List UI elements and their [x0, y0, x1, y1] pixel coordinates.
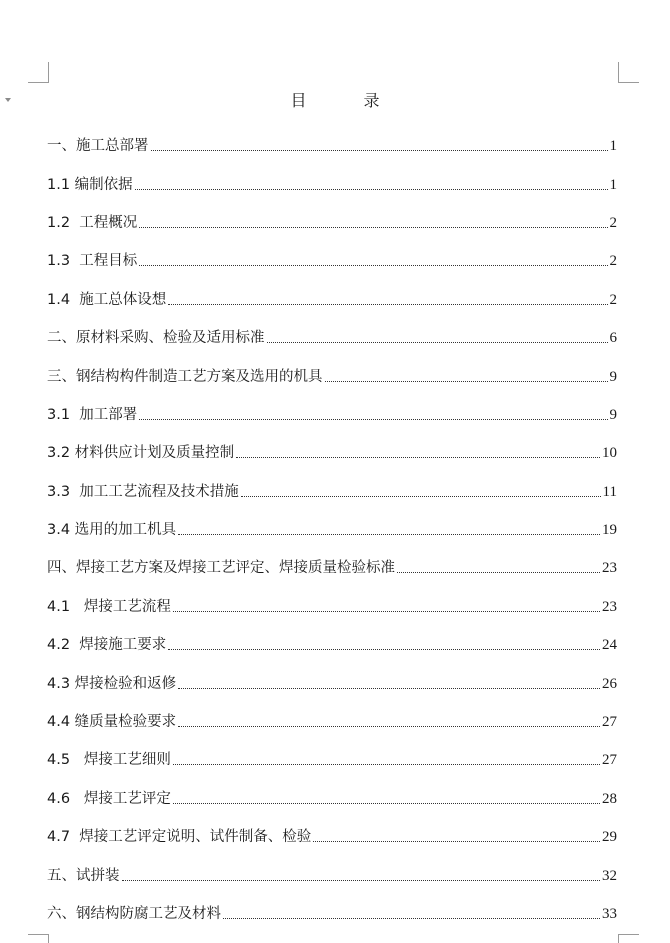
toc-entry-label[interactable]: 4.6 焊接工艺评定 — [47, 790, 171, 807]
toc-entry-page-number[interactable]: 2 — [609, 291, 617, 308]
toc-entry-page-number[interactable]: 23 — [602, 598, 617, 615]
toc-entry-label[interactable]: 五、试拼装 — [47, 867, 120, 884]
toc-entry-page-number[interactable]: 10 — [602, 445, 617, 462]
toc-dot-leader — [313, 840, 600, 842]
toc-entry-label[interactable]: 3.4 选用的加工机具 — [47, 522, 177, 539]
toc-entry-page-number[interactable]: 6 — [609, 330, 617, 347]
toc-entry-label[interactable]: 3.1 加工部署 — [47, 406, 138, 423]
toc-entry-page-number[interactable]: 2 — [609, 253, 617, 270]
toc-entry[interactable] — [47, 434, 617, 472]
toc-entry[interactable] — [47, 165, 617, 203]
toc-entry-label[interactable]: 三、钢结构构件制造工艺方案及选用的机具 — [47, 368, 323, 385]
toc-entry-page-number[interactable]: 19 — [602, 522, 617, 539]
toc-entry-label[interactable]: 四、焊接工艺方案及焊接工艺评定、焊接质量检验标准 — [47, 560, 395, 577]
toc-entry[interactable] — [47, 357, 617, 395]
toc-entry-label[interactable]: 4.1 焊接工艺流程 — [47, 598, 171, 615]
toc-entry[interactable] — [47, 319, 617, 357]
toc-dot-leader — [178, 533, 600, 535]
toc-entry-label[interactable]: 4.5 焊接工艺细则 — [47, 752, 171, 769]
toc-dot-leader — [168, 303, 607, 305]
toc-dot-leader — [173, 763, 600, 765]
page-corner-top-right — [618, 62, 639, 83]
toc-entry-page-number[interactable]: 1 — [609, 138, 617, 155]
toc-entry-label[interactable]: 3.3 加工工艺流程及技术措施 — [47, 483, 239, 500]
toc-entry[interactable] — [47, 127, 617, 165]
toc-entry[interactable] — [47, 204, 617, 242]
toc-dot-leader — [223, 917, 600, 919]
toc-title: 目 录 — [290, 91, 406, 110]
table-of-contents — [47, 127, 617, 933]
toc-dot-leader — [122, 879, 601, 881]
toc-entry-label[interactable]: 1.2 工程概况 — [47, 214, 138, 231]
toc-entry[interactable] — [47, 818, 617, 856]
toc-entry-label[interactable]: 3.2 材料供应计划及质量控制 — [47, 445, 235, 462]
toc-dot-leader — [267, 341, 608, 343]
toc-dot-leader — [178, 725, 600, 727]
toc-entry[interactable] — [47, 588, 617, 626]
toc-dot-leader — [168, 648, 600, 650]
toc-entry-page-number[interactable]: 27 — [602, 752, 617, 769]
toc-entry-label[interactable]: 六、钢结构防腐工艺及材料 — [47, 906, 221, 922]
toc-entry-page-number[interactable]: 29 — [602, 829, 617, 846]
toc-entry-label[interactable]: 1.1 编制依据 — [47, 176, 133, 193]
toc-entry[interactable] — [47, 856, 617, 894]
toc-entry-label[interactable]: 4.2 焊接施工要求 — [47, 637, 167, 654]
toc-dot-leader — [139, 226, 607, 228]
toc-entry-label[interactable]: 二、原材料采购、检验及适用标准 — [47, 330, 265, 347]
toc-entry[interactable] — [47, 664, 617, 702]
toc-entry[interactable] — [47, 473, 617, 511]
toc-dot-leader — [397, 571, 600, 573]
toc-entry-page-number[interactable]: 24 — [602, 637, 617, 654]
toc-entry-page-number[interactable]: 33 — [602, 906, 617, 922]
toc-entry[interactable] — [47, 281, 617, 319]
toc-dot-leader — [178, 687, 600, 689]
toc-dot-leader — [135, 188, 608, 190]
toc-entry[interactable] — [47, 396, 617, 434]
toc-entry-label[interactable]: 一、施工总部署 — [47, 138, 149, 155]
toc-entry-page-number[interactable]: 26 — [602, 675, 617, 692]
toc-dot-leader — [325, 380, 608, 382]
toc-dot-leader — [139, 418, 607, 420]
toc-entry-page-number[interactable]: 2 — [609, 214, 617, 231]
toc-entry-label[interactable]: 4.3 焊接检验和返修 — [47, 675, 177, 692]
toc-entry[interactable] — [47, 549, 617, 587]
toc-dot-leader — [173, 610, 600, 612]
toc-dot-leader — [236, 456, 600, 458]
toc-entry-page-number[interactable]: 9 — [609, 368, 617, 385]
toc-entry[interactable] — [47, 626, 617, 664]
toc-entry-page-number[interactable]: 9 — [609, 406, 617, 423]
toc-dot-leader — [151, 149, 608, 151]
toc-dot-leader — [241, 495, 601, 497]
toc-entry-page-number[interactable]: 27 — [602, 714, 617, 731]
toc-entry-page-number[interactable]: 11 — [602, 483, 617, 500]
toc-entry-label[interactable]: 1.3 工程目标 — [47, 253, 138, 270]
toc-dot-leader — [173, 802, 600, 804]
toc-dot-leader — [139, 264, 607, 266]
toc-entry-page-number[interactable]: 23 — [602, 560, 617, 577]
toc-entry-page-number[interactable]: 32 — [602, 867, 617, 884]
toc-entry[interactable] — [47, 741, 617, 779]
toc-entry-label[interactable]: 1.4 施工总体设想 — [47, 291, 167, 308]
toc-entry[interactable] — [47, 895, 617, 933]
toc-entry[interactable] — [47, 703, 617, 741]
toc-entry[interactable] — [47, 780, 617, 818]
toc-entry-label[interactable]: 4.7 焊接工艺评定说明、试件制备、检验 — [47, 829, 312, 846]
toc-entry[interactable] — [47, 511, 617, 549]
toc-entry[interactable] — [47, 242, 617, 280]
toc-entry-page-number[interactable]: 28 — [602, 790, 617, 807]
page-corner-top-left — [28, 62, 49, 83]
toc-entry-page-number[interactable]: 1 — [609, 176, 617, 193]
toc-entry-label[interactable]: 4.4 缝质量检验要求 — [47, 714, 177, 731]
